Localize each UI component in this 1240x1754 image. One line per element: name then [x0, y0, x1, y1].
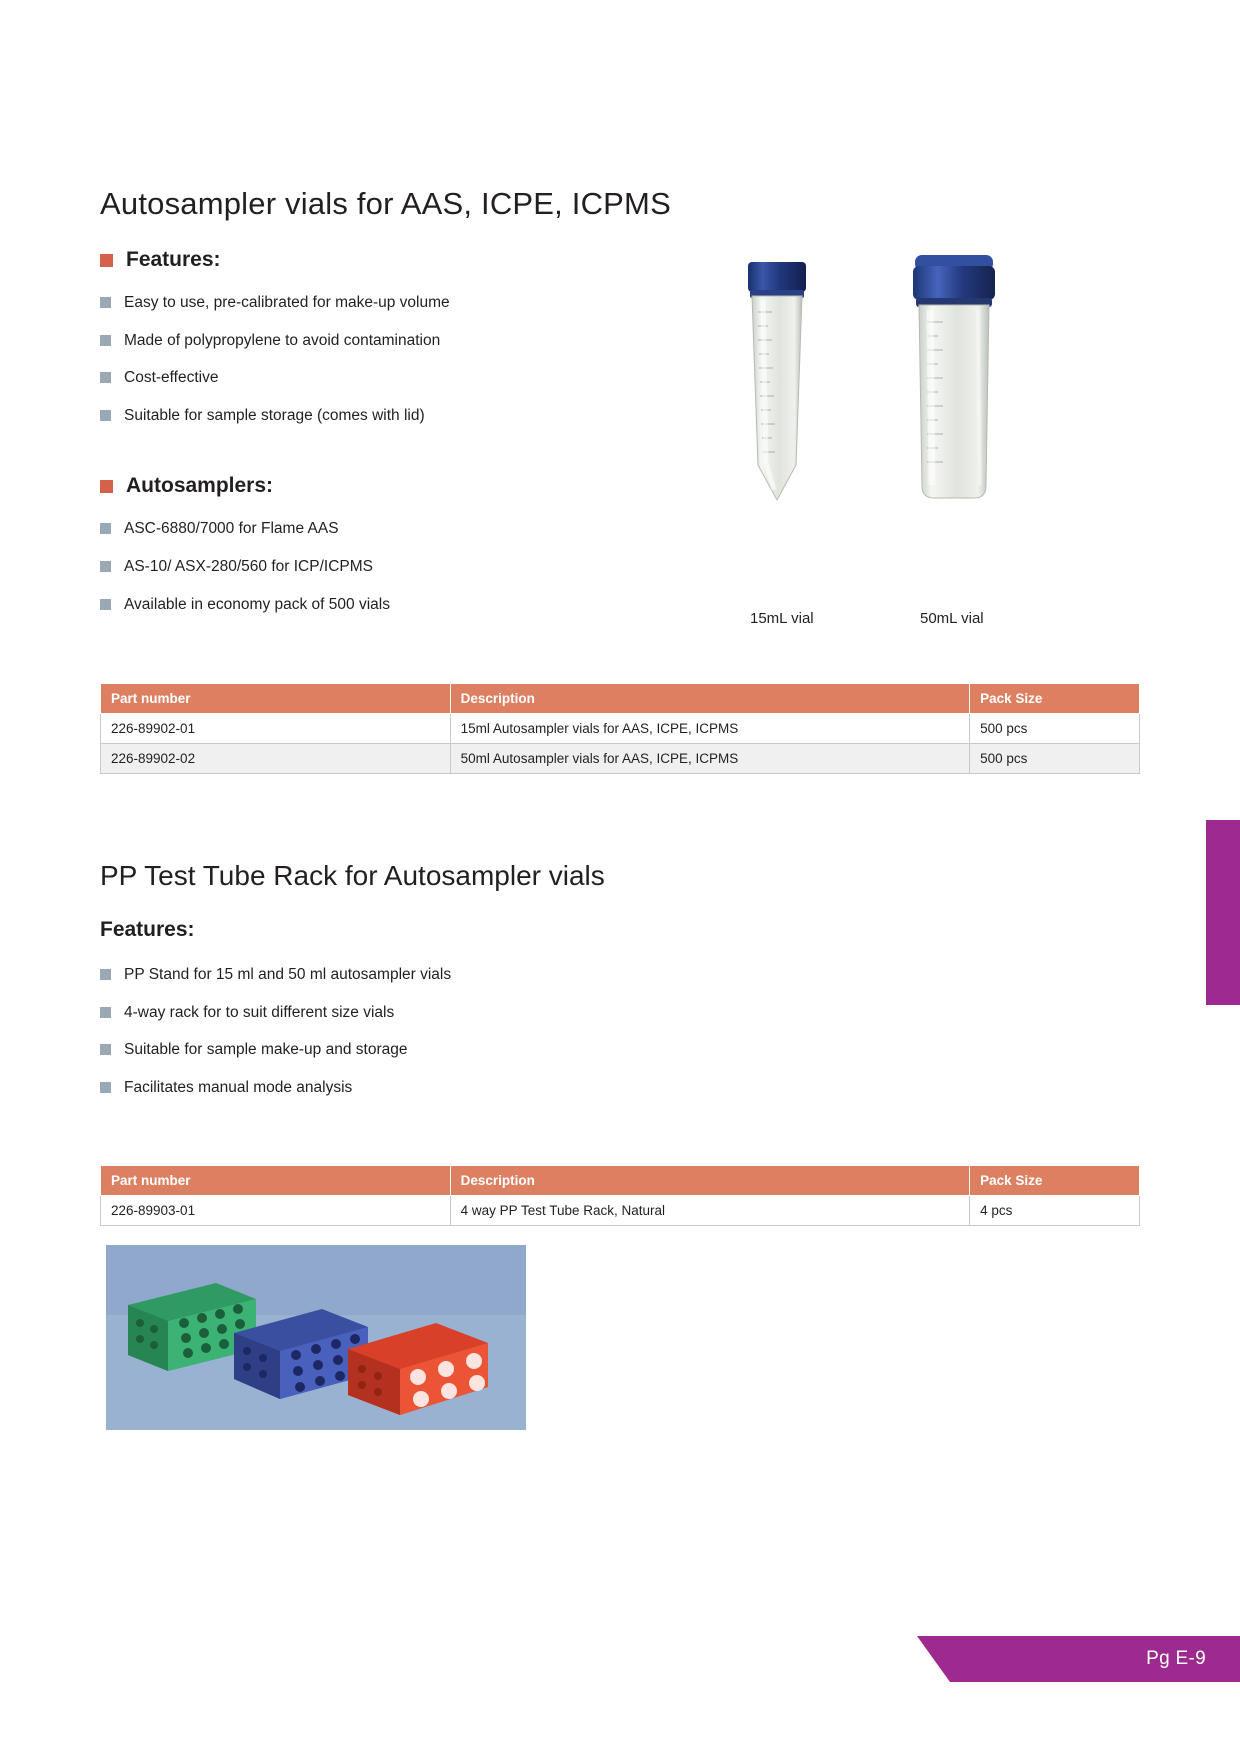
page-number-label: Pg E-9: [1146, 1648, 1206, 1669]
section-1-parts-table: [100, 683, 1140, 774]
list-item: [100, 407, 740, 426]
section-2-features-heading: Features:: [100, 918, 195, 942]
vials-illustration: [730, 250, 1060, 590]
section-1-title: Autosampler vials for AAS, ICPE, ICPMS: [100, 186, 671, 221]
cell-description: 15ml Autosampler vials for AAS, ICPE, ICPMS: [450, 714, 969, 744]
bullet-square-icon: [100, 1082, 111, 1093]
list-item-label: Available in economy pack of 500 vials: [124, 595, 390, 613]
table-header-description: Description: [450, 1165, 969, 1195]
list-item: [100, 558, 740, 577]
bullet-square-icon: [100, 297, 111, 308]
list-item-label: PP Stand for 15 ml and 50 ml autosampler vials: [124, 966, 452, 984]
section-2-title: PP Test Tube Rack for Autosampler vials: [100, 860, 605, 892]
cell-description: 4 way PP Test Tube Rack, Natural: [450, 1195, 969, 1225]
list-item: [100, 294, 740, 313]
autosamplers-heading-label: Autosamplers:: [126, 474, 274, 498]
table-row: [101, 744, 1140, 774]
bullet-square-icon: [100, 1007, 111, 1018]
table-header-description: Description: [450, 684, 969, 714]
rack-photo: [106, 1245, 526, 1430]
features-heading-label: Features:: [126, 248, 221, 271]
section-1-features-list: [100, 294, 740, 425]
bullet-square-icon: [100, 523, 111, 534]
section-edge-tab: [1206, 820, 1240, 1005]
section-2-parts-table: [100, 1165, 1140, 1226]
list-item: [100, 1004, 740, 1023]
bullet-square-icon: [100, 561, 111, 572]
list-item: [100, 966, 740, 985]
bullet-square-icon: [100, 372, 111, 383]
table-header-row: [101, 684, 1140, 714]
accent-square-icon: [100, 254, 113, 267]
cell-part-number: 226-89903-01: [101, 1195, 451, 1225]
cell-part-number: 226-89902-01: [101, 714, 451, 744]
list-item-label: Easy to use, pre-calibrated for make-up volume: [124, 294, 450, 311]
list-item-label: Cost-effective: [124, 369, 219, 387]
cell-part-number: 226-89902-02: [101, 744, 451, 774]
list-item: [100, 596, 740, 615]
table-header-part-number: Part number: [101, 684, 451, 714]
bullet-square-icon: [100, 1044, 111, 1055]
list-item-label: 4-way rack for to suit different size vials: [124, 1003, 395, 1021]
list-item-label: Made of polypropylene to avoid contamination: [124, 331, 441, 349]
cell-pack-size: 500 pcs: [970, 714, 1140, 744]
list-item-label: ASC-6880/7000 for Flame AAS: [124, 520, 339, 538]
vial-15ml-caption: 15mL vial: [750, 610, 814, 627]
list-item: [100, 332, 740, 351]
bullet-square-icon: [100, 335, 111, 346]
vial-15ml-graphic: [748, 262, 806, 500]
vial-50ml-caption: 50mL vial: [920, 610, 984, 627]
list-item: [100, 520, 740, 539]
page-number-tab: [950, 1636, 1240, 1682]
list-item-label: Facilitates manual mode analysis: [124, 1078, 353, 1096]
vial-50ml-graphic: [913, 255, 995, 498]
bullet-square-icon: [100, 410, 111, 421]
table-header-pack-size: Pack Size: [970, 1165, 1140, 1195]
bullet-square-icon: [100, 969, 111, 980]
list-item-label: Suitable for sample storage (comes with lid): [124, 406, 425, 424]
accent-square-icon: [100, 480, 113, 493]
section-1-autosamplers-list: [100, 520, 740, 614]
section-2-features-list: [100, 966, 740, 1097]
table-header-row: [101, 1165, 1140, 1195]
list-item-label: AS-10/ ASX-280/560 for ICP/ICPMS: [124, 557, 373, 575]
vial-images: [730, 250, 1060, 627]
list-item: [100, 369, 740, 388]
table-header-part-number: Part number: [101, 1165, 451, 1195]
table-header-pack-size: Pack Size: [970, 684, 1140, 714]
list-item: [100, 1041, 740, 1060]
bullet-square-icon: [100, 599, 111, 610]
cell-description: 50ml Autosampler vials for AAS, ICPE, ICPMS: [450, 744, 969, 774]
list-item-label: Suitable for sample make-up and storage: [124, 1041, 408, 1059]
rack-photo-illustration: [106, 1245, 526, 1430]
list-item: [100, 1079, 740, 1098]
table-row: [101, 714, 1140, 744]
cell-pack-size: 500 pcs: [970, 744, 1140, 774]
table-row: [101, 1195, 1140, 1225]
cell-pack-size: 4 pcs: [970, 1195, 1140, 1225]
